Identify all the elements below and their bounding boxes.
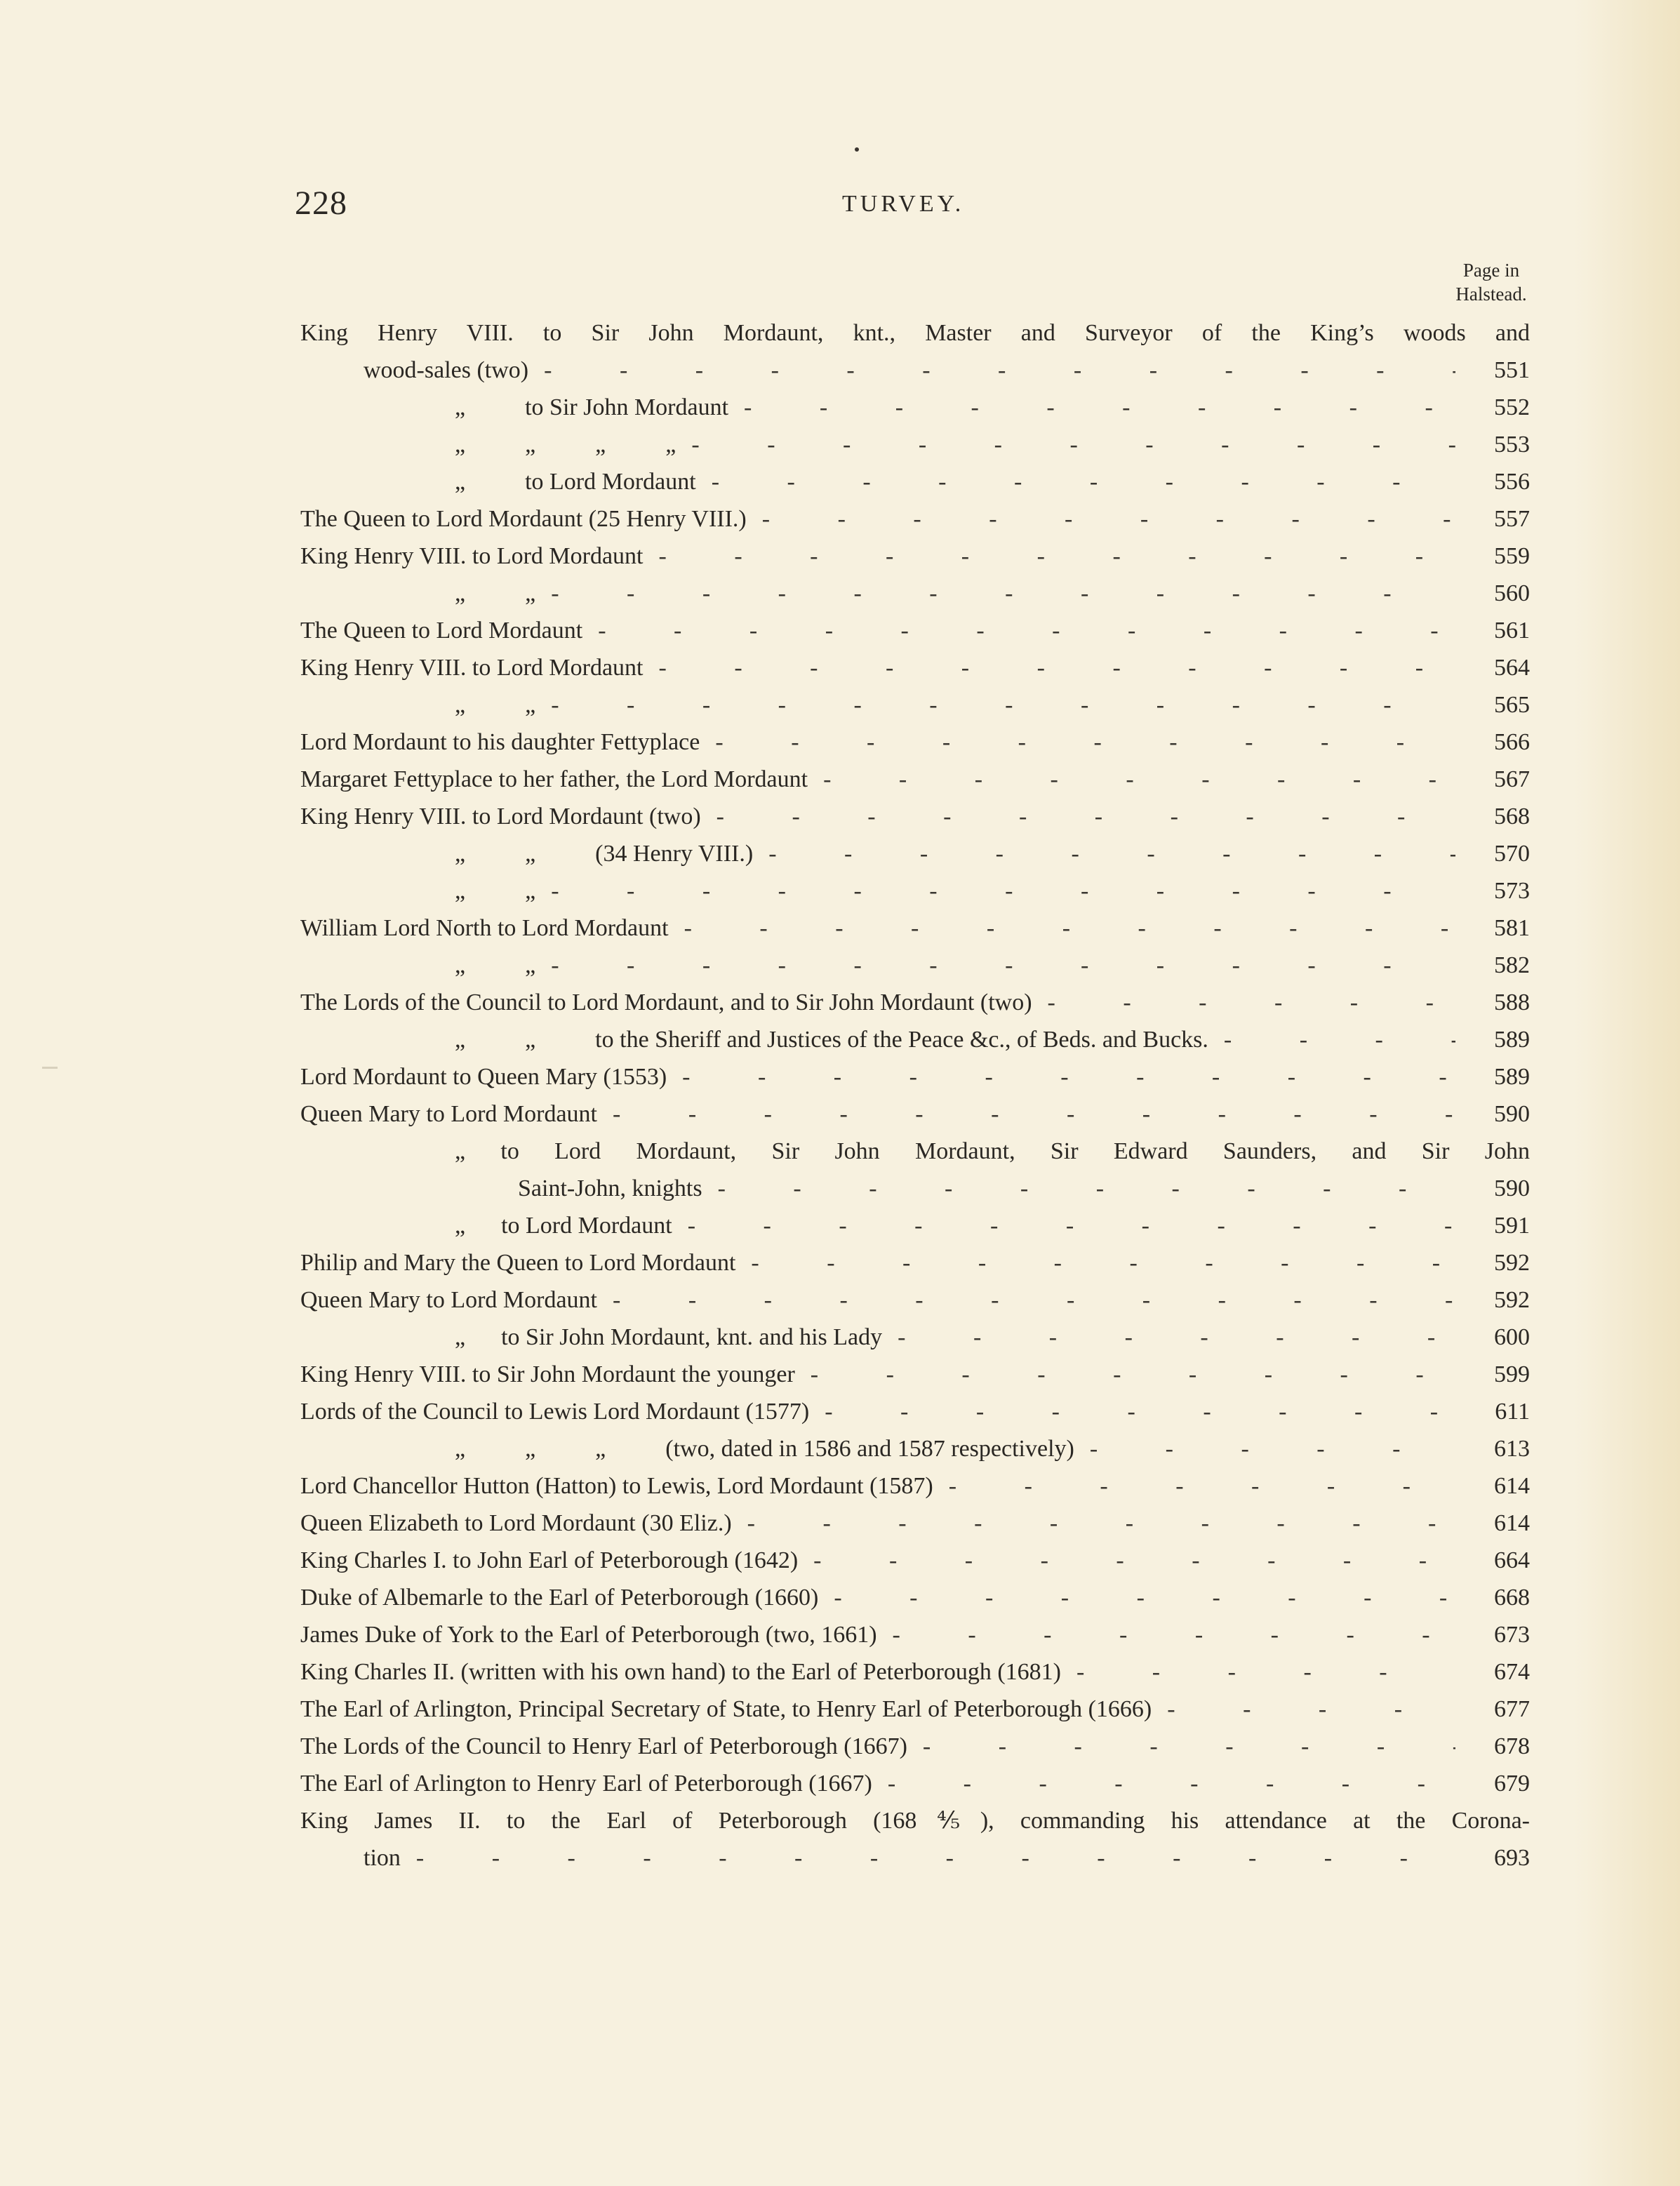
entry-page-number: 590 bbox=[1494, 1101, 1530, 1127]
dash-leader bbox=[872, 1765, 1455, 1802]
entry-page-number: 677 bbox=[1494, 1696, 1530, 1722]
entry-page-number: 674 bbox=[1494, 1659, 1530, 1685]
entry-page-number: 589 bbox=[1494, 1027, 1530, 1053]
dash-leader bbox=[535, 575, 1455, 612]
index-entry bbox=[300, 1542, 1530, 1579]
entry-page-number: 551 bbox=[1494, 357, 1530, 383]
entry-page-number: 664 bbox=[1494, 1547, 1530, 1573]
entry-page-number: 589 bbox=[1494, 1064, 1530, 1090]
index-entry bbox=[300, 1765, 1530, 1802]
index-entry bbox=[300, 1244, 1530, 1281]
letters-index-list bbox=[300, 314, 1530, 1877]
index-entry bbox=[300, 389, 1530, 426]
dash-leader bbox=[1074, 1430, 1455, 1467]
entry-page-number: 668 bbox=[1494, 1585, 1530, 1611]
entry-page-number: 588 bbox=[1494, 989, 1530, 1015]
entry-text: The Earl of Arlington, Principal Secretary of State, to Henry Earl of Peterborough (1666) bbox=[300, 1696, 1152, 1722]
entry-text: Lord Mordaunt to his daughter Fettyplace bbox=[300, 729, 700, 755]
entry-page-number: 560 bbox=[1494, 580, 1530, 606]
dash-leader bbox=[732, 1505, 1455, 1542]
index-entry bbox=[300, 872, 1530, 909]
entry-page-number: 693 bbox=[1494, 1845, 1530, 1871]
entry-page-number: 582 bbox=[1494, 952, 1530, 978]
entry-page-number: 556 bbox=[1494, 469, 1530, 495]
dash-leader bbox=[528, 352, 1455, 389]
entry-text: Lord Mordaunt to Queen Mary (1553) bbox=[300, 1064, 667, 1090]
dash-leader bbox=[747, 500, 1455, 538]
column-heading bbox=[1446, 258, 1537, 306]
index-entry bbox=[300, 1393, 1530, 1430]
dash-leader bbox=[597, 1281, 1455, 1319]
dash-leader bbox=[882, 1319, 1455, 1356]
index-entry bbox=[300, 463, 1530, 500]
entry-text: The Queen to Lord Mordaunt (25 Henry VIII.) bbox=[300, 506, 747, 532]
entry-text: Queen Elizabeth to Lord Mordaunt (30 Eliz.) bbox=[300, 1510, 732, 1536]
index-entry bbox=[300, 798, 1530, 835]
dash-leader bbox=[597, 1095, 1455, 1133]
index-entry bbox=[300, 1579, 1530, 1616]
index-entry bbox=[300, 314, 1530, 389]
dash-leader bbox=[808, 761, 1455, 798]
entry-text: King Charles I. to John Earl of Peterborough (1642) bbox=[300, 1547, 799, 1573]
entry-page-number: 567 bbox=[1494, 766, 1530, 792]
page-edge-shading bbox=[1575, 0, 1680, 2186]
entry-text: King Henry VIII. to Sir John Mordaunt the younger bbox=[300, 1361, 795, 1387]
entry-text: King Henry VIII. to Lord Mordaunt bbox=[300, 543, 644, 569]
entry-text: King Henry VIII. to Lord Mordaunt (two) bbox=[300, 804, 701, 829]
index-entry bbox=[300, 909, 1530, 947]
dash-leader bbox=[582, 612, 1455, 649]
index-entry bbox=[300, 538, 1530, 575]
entry-page-number: 557 bbox=[1494, 506, 1530, 532]
entry-text: „ „ (34 Henry VIII.) bbox=[455, 841, 754, 867]
entry-text: The Lords of the Council to Lord Mordaunt, and to Sir John Mordaunt (two) bbox=[300, 989, 1032, 1015]
index-entry bbox=[300, 1356, 1530, 1393]
entry-text: The Queen to Lord Mordaunt bbox=[300, 618, 583, 644]
index-entry bbox=[300, 761, 1530, 798]
entry-text: tion bbox=[364, 1845, 401, 1871]
dash-leader bbox=[535, 947, 1455, 984]
entry-text: William Lord North to Lord Mordaunt bbox=[300, 915, 669, 941]
dash-leader bbox=[696, 463, 1455, 500]
entry-page-number: 566 bbox=[1494, 729, 1530, 755]
entry-page-number: 564 bbox=[1494, 655, 1530, 681]
index-entry bbox=[300, 686, 1530, 724]
entry-page-number: 678 bbox=[1494, 1733, 1530, 1759]
entry-text: „ „ „ „ bbox=[455, 432, 676, 458]
entry-text: James Duke of York to the Earl of Peterborough (two, 1661) bbox=[300, 1622, 877, 1648]
entry-text: King Charles II. (written with his own hand) to the Earl of Peterborough (1681) bbox=[300, 1659, 1061, 1685]
entry-text: „ „ bbox=[455, 952, 536, 978]
dash-leader bbox=[728, 389, 1455, 426]
entry-text: Philip and Mary the Queen to Lord Mordaunt bbox=[300, 1250, 736, 1276]
entry-text: „ to Sir John Mordaunt, knt. and his Lady bbox=[455, 1324, 883, 1350]
dash-leader bbox=[401, 1839, 1455, 1877]
index-entry bbox=[300, 649, 1530, 686]
entry-page-number: 679 bbox=[1494, 1771, 1530, 1797]
dash-leader bbox=[809, 1393, 1455, 1430]
dash-leader bbox=[795, 1356, 1455, 1393]
dash-leader bbox=[735, 1244, 1455, 1281]
entry-page-number: 600 bbox=[1494, 1324, 1530, 1350]
entry-text: The Lords of the Council to Henry Earl of Peterborough (1667) bbox=[300, 1733, 907, 1759]
entry-page-number: 592 bbox=[1494, 1287, 1530, 1313]
dash-leader bbox=[1061, 1653, 1455, 1691]
page-number: 228 bbox=[295, 185, 347, 222]
running-title: TURVEY. bbox=[842, 191, 965, 217]
entry-page-number: 614 bbox=[1494, 1473, 1530, 1499]
index-entry bbox=[300, 947, 1530, 984]
entry-page-number: 613 bbox=[1494, 1436, 1530, 1462]
entry-page-number: 611 bbox=[1495, 1399, 1530, 1425]
dash-leader bbox=[818, 1579, 1455, 1616]
index-entry bbox=[300, 1095, 1530, 1133]
column-heading-line-2: Halstead. bbox=[1455, 284, 1527, 305]
dash-leader bbox=[700, 724, 1455, 761]
entry-text: „ „ to the Sheriff and Justices of the Peace &c., of Beds. and Bucks. bbox=[455, 1027, 1208, 1053]
index-entry bbox=[300, 724, 1530, 761]
index-entry bbox=[300, 1058, 1530, 1095]
dash-leader bbox=[933, 1467, 1455, 1505]
index-entry bbox=[300, 1728, 1530, 1765]
dash-leader bbox=[676, 426, 1455, 463]
index-entry bbox=[300, 1505, 1530, 1542]
entry-line: King James II. to the Earl of Peterborough (168⅘), commanding his attendance at the Corona- bbox=[300, 1808, 1530, 1834]
entry-page-number: 568 bbox=[1494, 804, 1530, 829]
entry-text: The Earl of Arlington to Henry Earl of Peterborough (1667) bbox=[300, 1771, 872, 1797]
entry-text: „ to Lord Mordaunt bbox=[455, 1213, 672, 1239]
entry-page-number: 553 bbox=[1494, 432, 1530, 458]
index-entry bbox=[300, 500, 1530, 538]
dash-leader bbox=[1032, 984, 1455, 1021]
index-entry bbox=[300, 1133, 1530, 1207]
index-entry bbox=[300, 1430, 1530, 1467]
entry-page-number: 552 bbox=[1494, 394, 1530, 420]
entry-text: „ „ bbox=[455, 878, 536, 904]
entry-text: Duke of Albemarle to the Earl of Peterborough (1660) bbox=[300, 1585, 819, 1611]
entry-text: Saint-John, knights bbox=[518, 1175, 702, 1201]
dash-leader bbox=[644, 538, 1455, 575]
entry-text: Lords of the Council to Lewis Lord Mordaunt (1577) bbox=[300, 1399, 810, 1425]
dash-leader bbox=[672, 1207, 1455, 1244]
margin-mark bbox=[42, 1067, 58, 1069]
entry-page-number: 561 bbox=[1494, 618, 1530, 644]
index-entry bbox=[300, 1616, 1530, 1653]
entry-text: „ „ bbox=[455, 692, 536, 718]
dash-leader bbox=[702, 1170, 1455, 1207]
entry-page-number: 590 bbox=[1494, 1175, 1530, 1201]
entry-text: Margaret Fettyplace to her father, the Lord Mordaunt bbox=[300, 766, 808, 792]
entry-page-number: 573 bbox=[1494, 878, 1530, 904]
index-entry bbox=[300, 1021, 1530, 1058]
ink-speck bbox=[855, 147, 859, 152]
entry-page-number: 570 bbox=[1494, 841, 1530, 867]
entry-page-number: 673 bbox=[1494, 1622, 1530, 1648]
entry-text: „ „ bbox=[455, 580, 536, 606]
dash-leader bbox=[669, 909, 1455, 947]
entry-page-number: 592 bbox=[1494, 1250, 1530, 1276]
entry-text: Lord Chancellor Hutton (Hatton) to Lewis, Lord Mordaunt (1587) bbox=[300, 1473, 933, 1499]
index-entry bbox=[300, 1319, 1530, 1356]
dash-leader bbox=[877, 1616, 1455, 1653]
dash-leader bbox=[907, 1728, 1455, 1765]
index-entry bbox=[300, 575, 1530, 612]
dash-leader bbox=[644, 649, 1455, 686]
entry-text: „ to Sir John Mordaunt bbox=[455, 394, 729, 420]
entry-page-number: 599 bbox=[1494, 1361, 1530, 1387]
dash-leader bbox=[798, 1542, 1455, 1579]
index-entry bbox=[300, 1691, 1530, 1728]
entry-line: King Henry VIII. to Sir John Mordaunt, knt., Master and Surveyor of the King’s woods and bbox=[300, 320, 1530, 346]
index-entry bbox=[300, 1281, 1530, 1319]
entry-page-number: 581 bbox=[1494, 915, 1530, 941]
dash-leader bbox=[1152, 1691, 1455, 1728]
entry-text: wood-sales (two) bbox=[364, 357, 529, 383]
dash-leader bbox=[667, 1058, 1455, 1095]
dash-leader bbox=[1208, 1021, 1455, 1058]
entry-text: King Henry VIII. to Lord Mordaunt bbox=[300, 655, 644, 681]
column-heading-line-1: Page in bbox=[1462, 260, 1520, 281]
index-entry bbox=[300, 1207, 1530, 1244]
dash-leader bbox=[535, 686, 1455, 724]
index-entry bbox=[300, 835, 1530, 872]
entry-text: Queen Mary to Lord Mordaunt bbox=[300, 1287, 598, 1313]
entry-page-number: 614 bbox=[1494, 1510, 1530, 1536]
index-entry bbox=[300, 1653, 1530, 1691]
index-entry bbox=[300, 1467, 1530, 1505]
entry-page-number: 591 bbox=[1494, 1213, 1530, 1239]
entry-text: „ to Lord Mordaunt bbox=[455, 469, 696, 495]
dash-leader bbox=[753, 835, 1455, 872]
index-entry bbox=[300, 426, 1530, 463]
entry-text: „ „ „ (two, dated in 1586 and 1587 respectively) bbox=[455, 1436, 1074, 1462]
dash-leader bbox=[701, 798, 1455, 835]
index-entry bbox=[300, 984, 1530, 1021]
index-entry bbox=[300, 1802, 1530, 1877]
entry-page-number: 559 bbox=[1494, 543, 1530, 569]
entry-text: Queen Mary to Lord Mordaunt bbox=[300, 1101, 598, 1127]
dash-leader bbox=[535, 872, 1455, 909]
entry-line: „ to Lord Mordaunt, Sir John Mordaunt, Sir Edward Saunders, and Sir John bbox=[455, 1138, 1530, 1164]
index-entry bbox=[300, 612, 1530, 649]
entry-page-number: 565 bbox=[1494, 692, 1530, 718]
